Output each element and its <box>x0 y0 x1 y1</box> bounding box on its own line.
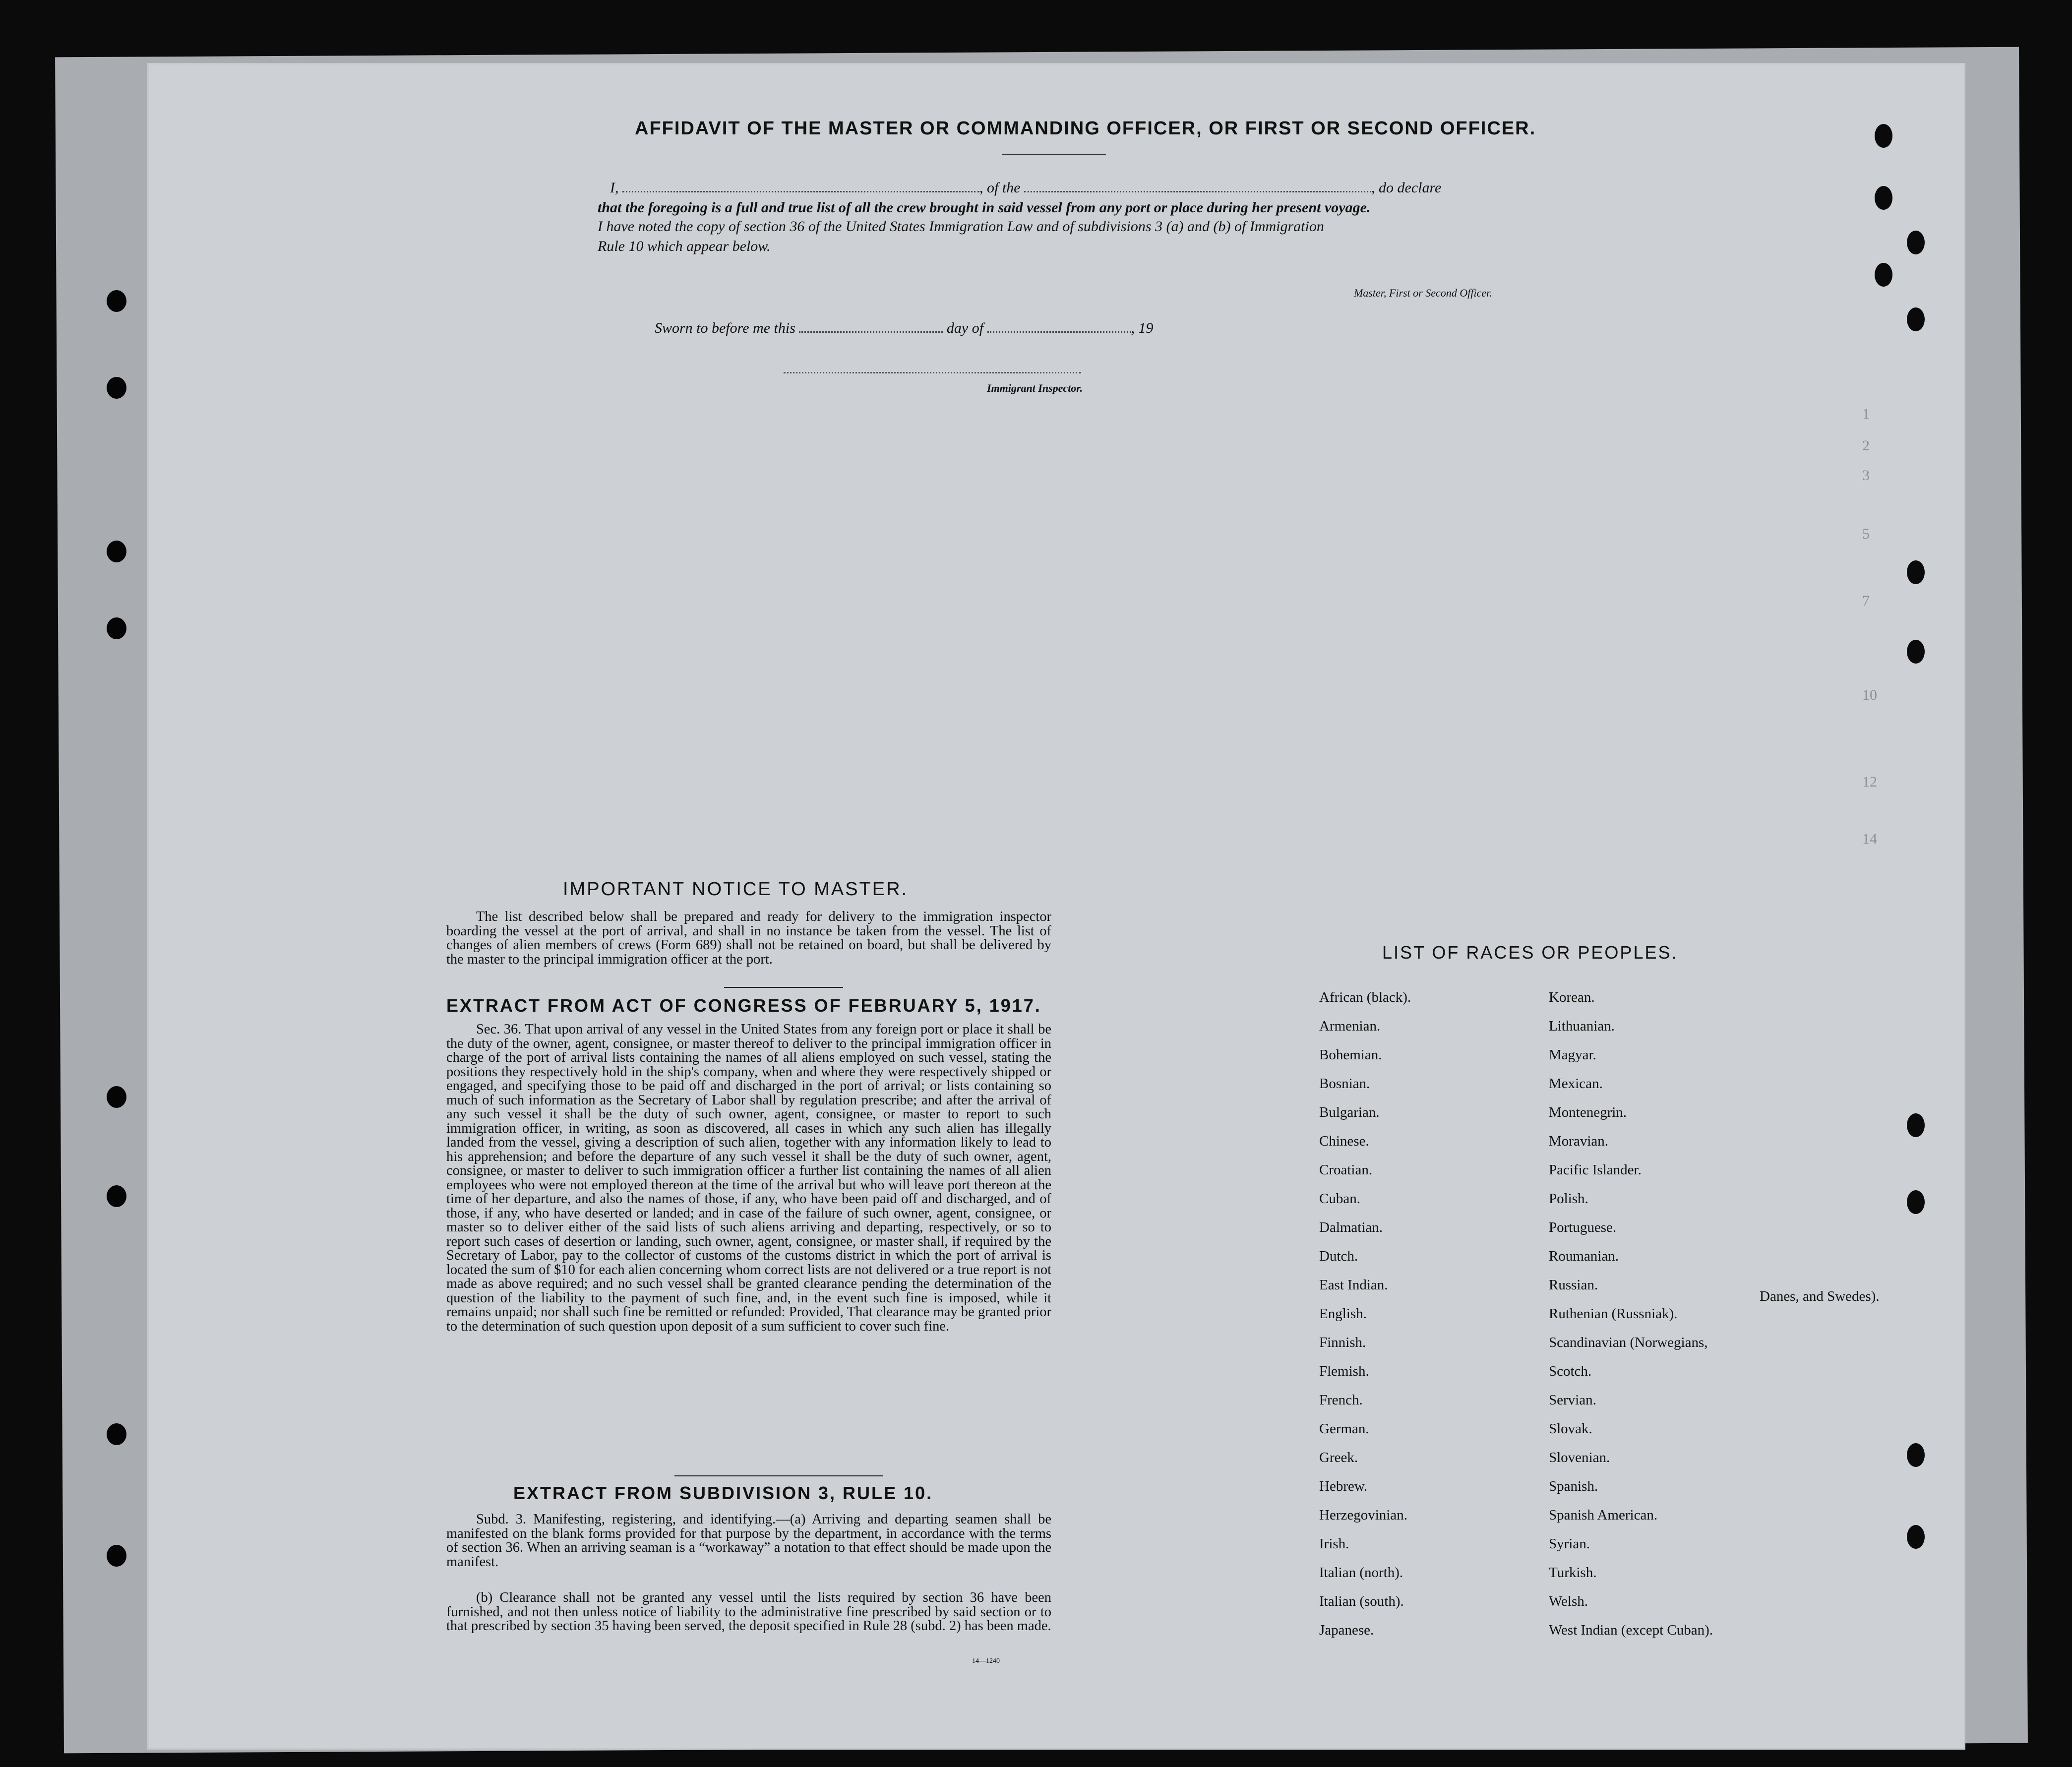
aff-declare: , do declare <box>1371 180 1442 196</box>
punch-hole <box>1907 560 1925 584</box>
race-item: German. <box>1319 1421 1369 1437</box>
race-item: Slovak. <box>1549 1421 1592 1437</box>
race-item: Chinese. <box>1319 1133 1369 1149</box>
binder-hole <box>107 1086 126 1108</box>
race-item: Lithuanian. <box>1549 1018 1615 1034</box>
race-item: Moravian. <box>1549 1133 1608 1149</box>
ghost-row-number: 3 <box>1862 467 1870 484</box>
ghost-row-number: 2 <box>1862 437 1870 454</box>
race-item: Dutch. <box>1319 1248 1358 1264</box>
race-item: Spanish. <box>1549 1478 1598 1494</box>
race-item: Roumanian. <box>1549 1248 1619 1264</box>
binder-hole <box>107 290 126 312</box>
race-item: Scandinavian (Norwegians, <box>1549 1335 1708 1350</box>
race-item: Pacific Islander. <box>1549 1162 1642 1178</box>
punch-hole <box>1907 640 1925 664</box>
race-item: Korean. <box>1549 989 1595 1005</box>
ghost-row-number: 5 <box>1862 526 1870 542</box>
binder-hole <box>107 617 126 639</box>
notice-text: The list described below shall be prepared and ready for delivery to the immigration inspector boarding the vessel at the port of arrival, and shall in no instance be taken from the vessel. The list of changes of alien members of crews (Form 689) shall not be retained on board, but shall be delivered by the master to the principal immigration officer at the port. <box>446 909 1051 967</box>
affidavit-line2: that the foregoing is a full and true list of all the crew brought in said vessel from any port or place during her present voyage. <box>598 199 1371 216</box>
race-item: Russian. <box>1549 1277 1598 1293</box>
race-item: Syrian. <box>1549 1536 1590 1552</box>
race-item: Finnish. <box>1319 1335 1366 1350</box>
race-item: Dalmatian. <box>1319 1219 1383 1235</box>
race-item: French. <box>1319 1392 1363 1408</box>
punch-hole <box>1875 124 1892 148</box>
race-item: Montenegrin. <box>1549 1104 1627 1120</box>
day-of-text: day of <box>946 320 984 336</box>
sworn-text: Sworn to before me this <box>655 320 795 336</box>
ghost-row-number: 14 <box>1862 831 1877 847</box>
aff-of-the: , of the <box>979 180 1021 196</box>
race-item: East Indian. <box>1319 1277 1388 1293</box>
divider <box>724 987 843 988</box>
sworn-line <box>655 320 1154 337</box>
race-item: Polish. <box>1549 1191 1588 1207</box>
title-underline <box>1002 154 1106 155</box>
binder-hole <box>107 1545 126 1567</box>
race-item: Ruthenian (Russniak). <box>1549 1306 1678 1322</box>
race-item: Welsh. <box>1549 1593 1588 1609</box>
race-item: Scotch. <box>1549 1363 1592 1379</box>
race-item: Herzegovinian. <box>1319 1507 1407 1523</box>
race-item: Greek. <box>1319 1450 1358 1465</box>
race-item-continuation: Danes, and Swedes). <box>1760 1288 1880 1304</box>
rule-extract-title: EXTRACT FROM SUBDIVISION 3, RULE 10. <box>513 1483 933 1503</box>
punch-hole <box>1907 307 1925 331</box>
rule-extract-text-a: Subd. 3. Manifesting, registering, and identifying.—(a) Arriving and departing seamen shall be manifested on the blank forms provided for that purpose by the department, in accordance with the terms of section 36. When an arriving seaman is a “workaway” a notation to that effect should be made upon the manifest. <box>446 1512 1051 1570</box>
race-item: Hebrew. <box>1319 1478 1368 1494</box>
punch-hole <box>1907 1525 1925 1549</box>
race-item: Japanese. <box>1319 1622 1374 1638</box>
race-item: Italian (north). <box>1319 1565 1403 1581</box>
race-item: Bohemian. <box>1319 1047 1382 1063</box>
affidavit-line3: I have noted the copy of section 36 of the United States Immigration Law and of subdivisions 3 (a) and (b) of Immigration <box>598 218 1324 235</box>
race-item: Slovenian. <box>1549 1450 1610 1465</box>
race-item: English. <box>1319 1306 1367 1322</box>
race-item: Croatian. <box>1319 1162 1373 1178</box>
binder-hole <box>107 377 126 399</box>
race-item: Irish. <box>1319 1536 1349 1552</box>
act-extract-text: Sec. 36. That upon arrival of any vessel in the United States from any foreign port or place it shall be the duty of the owner, agent, consignee, or master thereof to deliver to the principal immigration officer in charge of the port of arrival lists containing the names of all aliens employed on such vessel, stating the positions they respectively hold in the ship's company, when and where they were respectively shipped or engaged, and specifying those to be paid off and discharged in the port of arrival; or lists containing so much of such information as the Secretary of Labor shall by regulation prescribe; and after the arrival of any such vessel it shall be the duty of such owner, agent, consignee, or master to report to such immigration officer, in writing, as soon as discovered, all cases in which any such alien has illegally landed from the vessel, giving a description of such alien, together with any information likely to lead to his apprehension; and before the departure of any such vessel it shall be the duty of such owner, agent, consignee, or master to deliver to such immigration officer a further list containing the names of all alien employees who were not employed thereon at the time of the arrival but who will leave port thereon at the time of her departure, and also the names of those, if any, who have been paid off and discharged, and of those, if any, who have deserted or landed; and in case of the failure of such owner, agent, consignee, or master so to deliver either of the said lists of such aliens arriving and departing, respectively, or so to report such cases of desertion or landing, such owner, agent, consignee, or master shall, if required by the Secretary of Labor, pay to the collector of customs of the customs district in which the port of arrival is located the sum of $10 for each alien concerning whom correct lists are not delivered or a true report is not made as above required; and no such vessel shall be granted clearance pending the determination of the question of the liability to the payment of such fine, and, in the event such fine is imposed, while it remains unpaid; nor shall such fine be remitted or refunded: Provided, That clearance may be granted prior to the determination of such question upon deposit of a sum sufficient to cover such fine. <box>446 1022 1051 1334</box>
race-item: Magyar. <box>1549 1047 1596 1063</box>
form-number: 14—1240 <box>972 1657 1000 1665</box>
ghost-row-number: 7 <box>1862 593 1870 609</box>
ghost-row-number: 1 <box>1862 406 1870 422</box>
race-item: Mexican. <box>1549 1076 1603 1092</box>
race-item: Italian (south). <box>1319 1593 1404 1609</box>
race-item: Armenian. <box>1319 1018 1381 1034</box>
act-extract-title: EXTRACT FROM ACT OF CONGRESS OF FEBRUARY 5, 1917. <box>446 995 1041 1016</box>
year-text: , 19 <box>1131 320 1154 336</box>
ghost-row-number: 10 <box>1862 687 1877 703</box>
punch-hole <box>1907 1443 1925 1467</box>
affidavit-line4: Rule 10 which appear below. <box>598 238 771 254</box>
races-title: LIST OF RACES OR PEOPLES. <box>1382 942 1678 963</box>
affidavit-line1 <box>610 180 1441 196</box>
punch-hole <box>1907 1113 1925 1137</box>
ghost-row-number: 12 <box>1862 774 1877 790</box>
punch-hole <box>1907 1190 1925 1214</box>
race-item: Bulgarian. <box>1319 1104 1380 1120</box>
aff-i: I, <box>610 180 619 196</box>
race-item: African (black). <box>1319 989 1411 1005</box>
inspector-label: Immigrant Inspector. <box>987 382 1083 394</box>
race-item: Turkish. <box>1549 1565 1597 1581</box>
binder-hole <box>107 1185 126 1207</box>
manifest-page <box>149 64 1964 1748</box>
inspector-signature-line <box>784 372 1081 373</box>
binder-hole <box>107 541 126 562</box>
affidavit-title: AFFIDAVIT OF THE MASTER OR COMMANDING OFFICER, OR FIRST OR SECOND OFFICER. <box>635 118 1536 139</box>
punch-hole <box>1907 231 1925 254</box>
race-item: Bosnian. <box>1319 1076 1370 1092</box>
race-item: Spanish American. <box>1549 1507 1658 1523</box>
divider <box>674 1475 883 1476</box>
binder-hole <box>107 1423 126 1445</box>
race-item: Portuguese. <box>1549 1219 1617 1235</box>
notice-title: IMPORTANT NOTICE TO MASTER. <box>563 879 909 900</box>
race-item: Flemish. <box>1319 1363 1369 1379</box>
race-item: Cuban. <box>1319 1191 1360 1207</box>
rule-extract-text-b: (b) Clearance shall not be granted any vessel until the lists required by section 36 have been furnished, and not then unless notice of liability to the administrative fine prescribed by said section or to that prescribed by section 35 having been served, the deposit specified in Rule 28 (subd. 2) has been made. <box>446 1590 1051 1634</box>
punch-hole <box>1875 186 1892 210</box>
signature-label: Master, First or Second Officer. <box>1354 287 1492 299</box>
race-item: West Indian (except Cuban). <box>1549 1622 1713 1638</box>
race-item: Servian. <box>1549 1392 1596 1408</box>
punch-hole <box>1875 263 1892 287</box>
